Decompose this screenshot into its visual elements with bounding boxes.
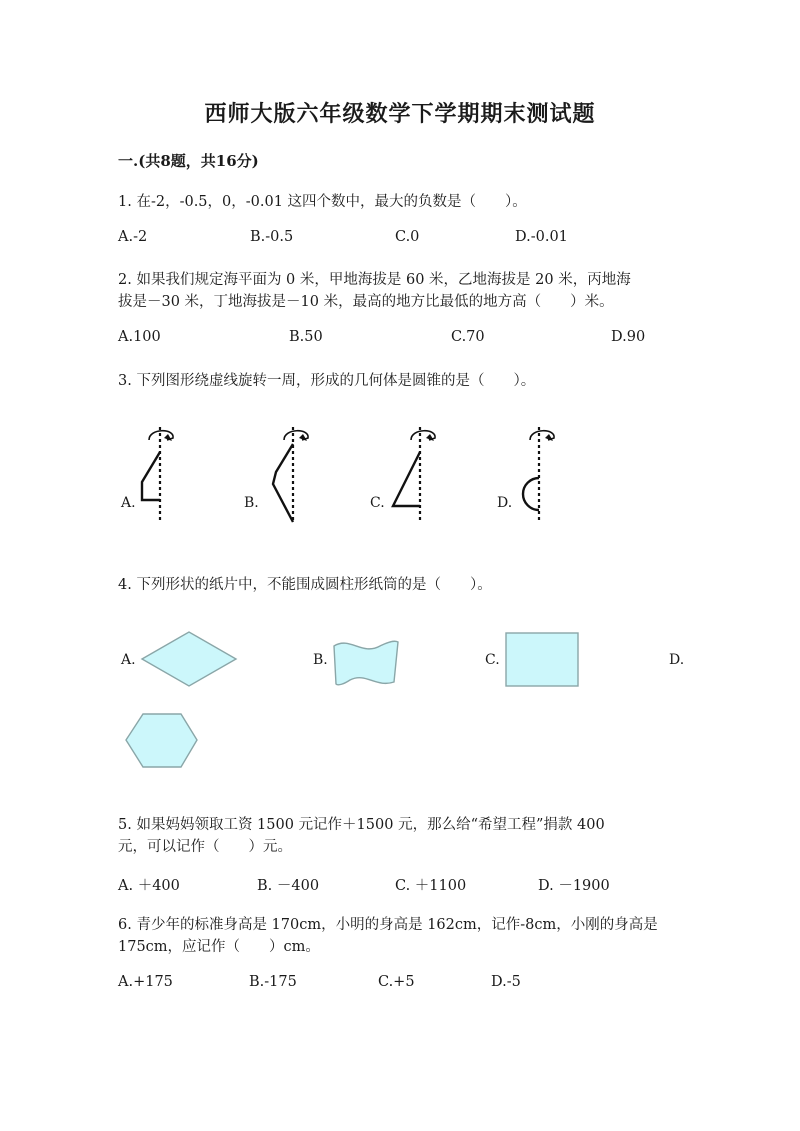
q4-hexagon <box>124 712 200 770</box>
q3-option-d[interactable]: D. <box>497 495 513 511</box>
q4-option-d[interactable]: D. <box>669 652 685 668</box>
q3-option-c[interactable]: C. <box>370 495 385 511</box>
q4-rhombus <box>140 630 240 688</box>
question-4-stem: 4. 下列形状的纸片中，不能围成圆柱形纸筒的是（ ）。 <box>118 577 492 593</box>
shape-outline <box>142 452 160 500</box>
question-6-stem-line1: 6. 青少年的标准身高是 170cm，小明的身高是 162cm，记作-8cm，小刚的身高是 <box>118 917 658 933</box>
q3-figure-a <box>135 422 185 532</box>
q4-option-b[interactable]: B. <box>313 652 328 668</box>
q3-option-a[interactable]: A. <box>121 495 136 511</box>
semicircle-outline <box>523 478 539 510</box>
q5-option-b[interactable]: B. －400 <box>257 878 320 894</box>
q3-figure-b <box>258 422 318 532</box>
q3-figure-d <box>510 422 570 532</box>
question-1-stem: 1. 在-2，-0.5，0，-0.01 这四个数中，最大的负数是（ ）。 <box>118 194 527 210</box>
question-6-stem-line2: 175cm，应记作（ ）cm。 <box>118 939 320 955</box>
shape-outline <box>393 452 420 506</box>
q4-wavy-shape <box>332 638 400 690</box>
question-2-stem-line1: 2. 如果我们规定海平面为 0 米，甲地海拔是 60 米，乙地海拔是 20 米，丙地海 <box>118 272 631 288</box>
q4-rectangle <box>504 631 580 687</box>
q6-option-a[interactable]: A.+175 <box>118 974 173 990</box>
question-5-stem-line2: 元，可以记作（ ）元。 <box>118 839 292 855</box>
shape-outline <box>273 444 293 522</box>
q2-option-c[interactable]: C.70 <box>451 329 485 345</box>
q5-option-a[interactable]: A. ＋400 <box>118 878 180 894</box>
q2-option-a[interactable]: A.100 <box>118 329 161 345</box>
q3-figure-c <box>385 422 445 532</box>
q4-option-a[interactable]: A. <box>121 652 136 668</box>
question-5-stem-line1: 5. 如果妈妈领取工资 1500 元记作＋1500 元，那么给“希望工程”捐款 400 <box>118 817 605 833</box>
q1-option-d[interactable]: D.-0.01 <box>515 229 568 245</box>
q2-option-b[interactable]: B.50 <box>289 329 323 345</box>
q6-option-d[interactable]: D.-5 <box>491 974 521 990</box>
page-title: 西师大版六年级数学下学期期末测试题 <box>204 101 596 127</box>
q5-option-d[interactable]: D. －1900 <box>538 878 610 894</box>
question-2-stem-line2: 拔是－30 米，丁地海拔是－10 米，最高的地方比最低的地方高（ ）米。 <box>118 294 614 310</box>
q1-option-b[interactable]: B.-0.5 <box>250 229 294 245</box>
q4-option-c[interactable]: C. <box>485 652 500 668</box>
q1-option-c[interactable]: C.0 <box>395 229 420 245</box>
section-heading: 一.(共8题，共16分) <box>118 152 259 170</box>
q6-option-b[interactable]: B.-175 <box>249 974 297 990</box>
q2-option-d[interactable]: D.90 <box>611 329 646 345</box>
q1-option-a[interactable]: A.-2 <box>118 229 148 245</box>
q5-option-c[interactable]: C. ＋1100 <box>395 878 467 894</box>
q3-option-b[interactable]: B. <box>244 495 259 511</box>
q6-option-c[interactable]: C.+5 <box>378 974 415 990</box>
question-3-stem: 3. 下列图形绕虚线旋转一周，形成的几何体是圆锥的是（ ）。 <box>118 373 536 389</box>
